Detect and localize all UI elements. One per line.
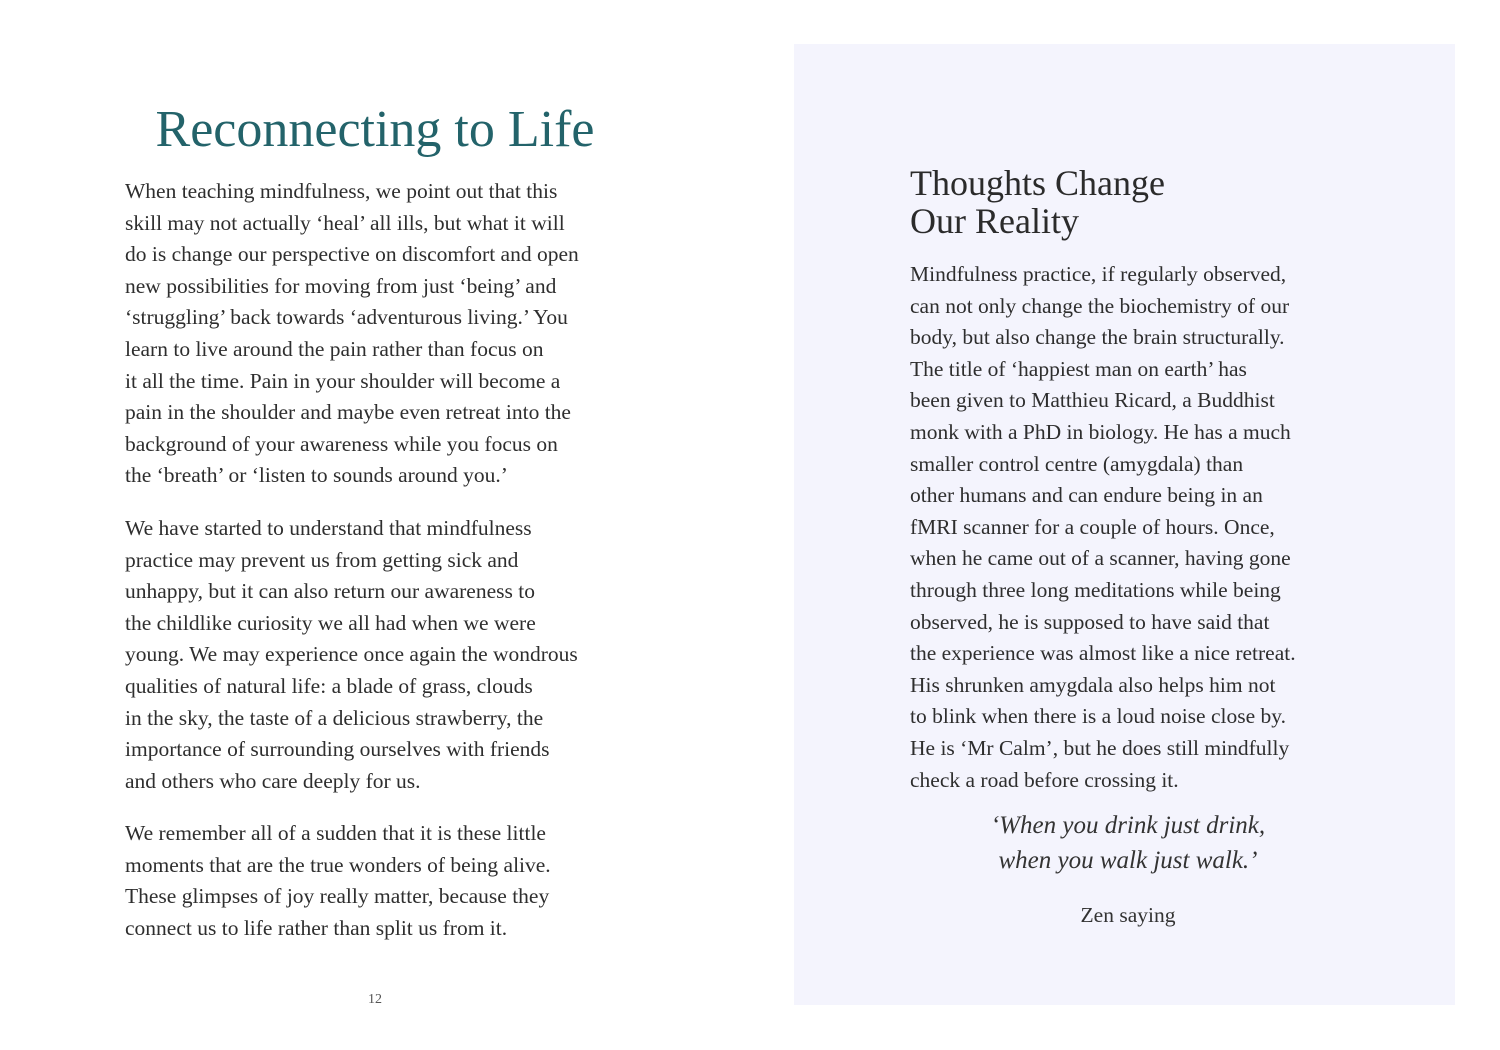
text-line: the experience was almost like a nice retreat. [910,641,1296,666]
text-line: and others who care deeply for us. [125,768,421,793]
text-line: the ‘breath’ or ‘listen to sounds around you.’ [125,463,508,488]
text-line: can not only change the biochemistry of our [910,293,1290,318]
text-line: unhappy, but it can also return our awareness to [125,579,535,604]
text-line: When teaching mindfulness, we point out that this [125,179,558,203]
text-line: body, but also change the brain structurally. [910,325,1285,350]
text-line: smaller control centre (amygdala) than [910,451,1244,476]
text-line: background of your awareness while you focus on [125,431,558,456]
paragraph-2 [125,513,630,797]
text-line: qualities of natural life: a blade of grass, clouds [125,673,533,698]
text-line: observed, he is supposed to have said that [910,609,1270,634]
text-line: check a road before crossing it. [910,767,1179,792]
text-line: fMRI scanner for a couple of hours. Once, [910,514,1275,539]
text-line: The title of ‘happiest man on earth’ has [910,356,1247,381]
text-line: learn to live around the pain rather than focus on [125,336,544,361]
text-line: been given to Matthieu Ricard, a Buddhist [910,388,1275,413]
panel-body-text [910,259,1340,817]
paragraph-1 [125,176,630,492]
text-line: We remember all of a sudden that it is these little [125,821,546,846]
text-line: monk with a PhD in biology. He has a much [910,419,1291,444]
text-line: ‘struggling’ back towards ‘adventurous living.’ You [125,305,568,330]
text-line: moments that are the true wonders of being alive. [125,852,551,877]
text-line: in the sky, the taste of a delicious strawberry, the [125,705,544,730]
text-line: young. We may experience once again the wondrous [125,642,578,667]
text-line: skill may not actually ‘heal’ all ills, but what it will [125,210,565,235]
text-line: do is change our perspective on discomfort and open [125,242,579,267]
text-line: His shrunken amygdala also helps him not [910,672,1276,697]
panel-paragraph [910,259,1340,796]
text-line: it all the time. Pain in your shoulder will become a [125,368,561,393]
text-line: other humans and can endure being in an [910,483,1263,508]
text-line: importance of surrounding ourselves with friends [125,737,550,762]
quote [910,808,1346,878]
text-line: through three long meditations while being [910,577,1281,602]
quote-line: ‘When you drink just drink, [990,812,1266,839]
title-line: Thoughts Change [910,163,1165,203]
left-body-text [125,176,630,966]
quote-attribution: Zen saying [1080,903,1176,927]
quote-line: when you walk just walk.’ [998,847,1258,874]
text-line: new possibilities for moving from just ‘being’ and [125,273,557,298]
text-line: practice may prevent us from getting sick and [125,547,519,572]
text-line: connect us to life rather than split us from it. [125,916,508,941]
text-line: the childlike curiosity we all had when we were [125,610,536,635]
text-line: pain in the shoulder and maybe even retreat into the [125,400,571,425]
text-line: We have started to understand that mindfulness [125,515,532,540]
page-number: 12 [368,992,382,1007]
text-line: when he came out of a scanner, having gone [910,546,1291,571]
text-line: He is ‘Mr Calm’, but he does still mindfully [910,735,1290,760]
paragraph-3 [125,818,630,944]
text-line: These glimpses of joy really matter, because they [125,884,550,909]
panel-title [910,164,1165,240]
title-line: Our Reality [910,201,1079,241]
text-line: Mindfulness practice, if regularly observed, [910,262,1287,286]
page-title: Reconnecting to Life [155,101,595,158]
sidebar-panel [794,44,1455,1005]
text-line: to blink when there is a loud noise close by. [910,704,1286,729]
